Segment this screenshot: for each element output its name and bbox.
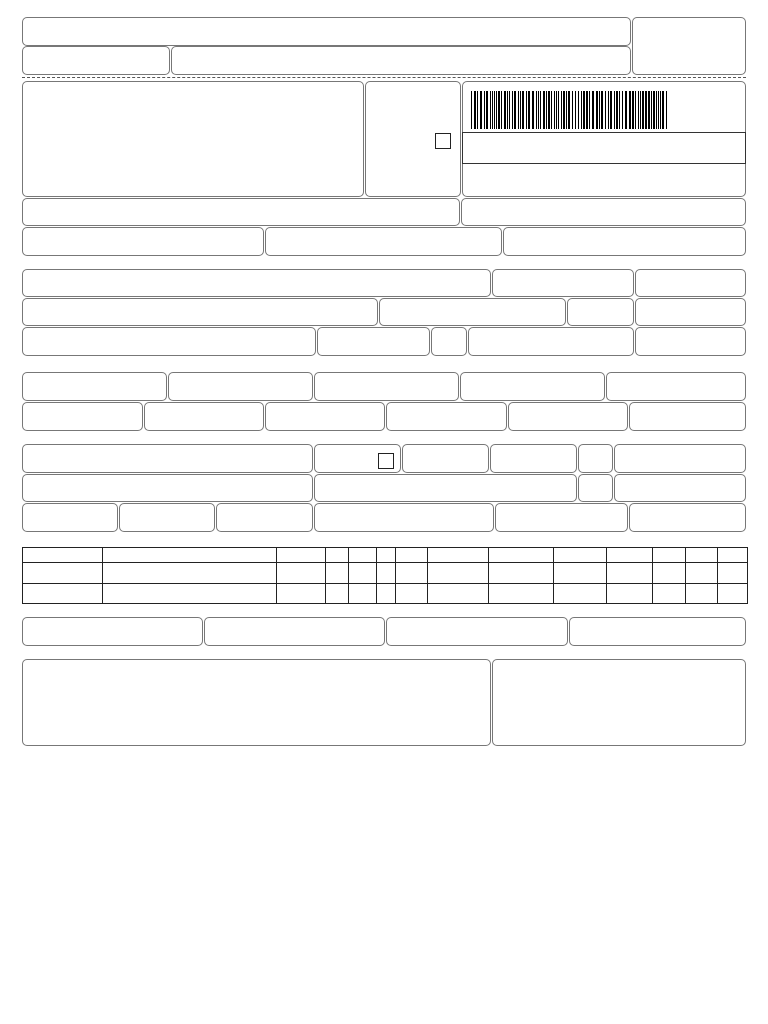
b4-r2-field-b[interactable] xyxy=(314,474,577,502)
b5-field-3[interactable] xyxy=(386,617,568,646)
table-cell[interactable] xyxy=(349,563,377,583)
checkbox-top[interactable] xyxy=(435,133,451,149)
b3-r2-field-6[interactable] xyxy=(629,402,746,431)
b2-r2-field-a[interactable] xyxy=(22,298,378,326)
b3-r1-field-2[interactable] xyxy=(168,372,313,401)
table-cell[interactable] xyxy=(103,548,277,563)
address-block[interactable] xyxy=(22,81,364,197)
table-cell[interactable] xyxy=(607,548,653,563)
table-cell[interactable] xyxy=(554,548,607,563)
table-cell[interactable] xyxy=(653,583,686,603)
table-cell[interactable] xyxy=(277,548,326,563)
b2-r3-field-c[interactable] xyxy=(431,327,467,356)
table-cell[interactable] xyxy=(396,563,428,583)
b2-r3-field-b[interactable] xyxy=(317,327,430,356)
b5-field-2[interactable] xyxy=(204,617,385,646)
row1-field-a[interactable] xyxy=(22,198,460,226)
b4-r2-field-d[interactable] xyxy=(614,474,746,502)
b3-r2-field-5[interactable] xyxy=(508,402,628,431)
table-cell[interactable] xyxy=(377,548,396,563)
table-cell[interactable] xyxy=(607,583,653,603)
table-cell[interactable] xyxy=(554,563,607,583)
header-sub-field-right[interactable] xyxy=(171,46,631,75)
b4-r1-field-e[interactable] xyxy=(578,444,613,473)
header-corner-box[interactable] xyxy=(632,17,746,75)
table-cell[interactable] xyxy=(686,548,718,563)
table-cell[interactable] xyxy=(718,583,748,603)
table-cell[interactable] xyxy=(653,548,686,563)
table-cell[interactable] xyxy=(396,583,428,603)
b4-r1-field-f[interactable] xyxy=(614,444,746,473)
b4-r2-field-a[interactable] xyxy=(22,474,313,502)
table-cell[interactable] xyxy=(489,548,554,563)
b2-r3-field-a[interactable] xyxy=(22,327,316,356)
row1-field-b[interactable] xyxy=(461,198,746,226)
b4-r3-field-c[interactable] xyxy=(216,503,313,532)
b2-r2-field-d[interactable] xyxy=(635,298,746,326)
b3-r2-field-2[interactable] xyxy=(144,402,264,431)
b4-r1-field-d[interactable] xyxy=(490,444,577,473)
table-cell[interactable] xyxy=(23,548,103,563)
table-cell[interactable] xyxy=(396,548,428,563)
table-cell[interactable] xyxy=(326,583,349,603)
table-cell[interactable] xyxy=(653,563,686,583)
table-cell[interactable] xyxy=(686,583,718,603)
b2-r3-field-e[interactable] xyxy=(635,327,746,356)
b4-r3-field-b[interactable] xyxy=(119,503,215,532)
b3-r2-field-4[interactable] xyxy=(386,402,507,431)
header-sub-field-left[interactable] xyxy=(22,46,170,75)
table-cell[interactable] xyxy=(326,548,349,563)
b2-r1-field-c[interactable] xyxy=(635,269,746,297)
b2-r2-field-c[interactable] xyxy=(567,298,634,326)
b4-r1-field-a[interactable] xyxy=(22,444,313,473)
table-cell[interactable] xyxy=(686,563,718,583)
b2-r1-field-b[interactable] xyxy=(492,269,634,297)
table-cell[interactable] xyxy=(23,563,103,583)
row2-field-b[interactable] xyxy=(265,227,502,256)
b4-r3-field-f[interactable] xyxy=(629,503,746,532)
b4-r3-field-d[interactable] xyxy=(314,503,494,532)
table-cell[interactable] xyxy=(377,583,396,603)
b2-r3-field-d[interactable] xyxy=(468,327,634,356)
header-title-field[interactable] xyxy=(22,17,631,46)
notes-area-right[interactable] xyxy=(492,659,746,746)
b3-r1-field-4[interactable] xyxy=(460,372,605,401)
b4-r2-field-c[interactable] xyxy=(578,474,613,502)
b5-field-1[interactable] xyxy=(22,617,203,646)
items-table xyxy=(22,547,748,604)
b3-r1-field-3[interactable] xyxy=(314,372,459,401)
table-cell[interactable] xyxy=(23,583,103,603)
b3-r1-field-5[interactable] xyxy=(606,372,746,401)
table-cell[interactable] xyxy=(607,563,653,583)
table-cell[interactable] xyxy=(349,583,377,603)
b3-r2-field-3[interactable] xyxy=(265,402,385,431)
barcode-number-field[interactable] xyxy=(462,132,746,164)
row2-field-c[interactable] xyxy=(503,227,746,256)
table-cell[interactable] xyxy=(103,583,277,603)
table-header-row xyxy=(23,548,748,563)
table-cell[interactable] xyxy=(428,548,489,563)
table-row xyxy=(23,583,748,603)
table-cell[interactable] xyxy=(349,548,377,563)
b2-r2-field-b[interactable] xyxy=(379,298,566,326)
table-cell[interactable] xyxy=(554,583,607,603)
b4-r3-field-e[interactable] xyxy=(495,503,628,532)
checkbox-middle[interactable] xyxy=(378,453,394,469)
table-cell[interactable] xyxy=(277,583,326,603)
b4-r1-field-c[interactable] xyxy=(402,444,489,473)
table-cell[interactable] xyxy=(428,563,489,583)
table-cell[interactable] xyxy=(428,583,489,603)
b3-r1-field-1[interactable] xyxy=(22,372,167,401)
b5-field-4[interactable] xyxy=(569,617,746,646)
b2-r1-field-a[interactable] xyxy=(22,269,491,297)
table-cell[interactable] xyxy=(489,583,554,603)
table-cell[interactable] xyxy=(718,563,748,583)
table-row xyxy=(23,563,748,583)
table-cell[interactable] xyxy=(489,563,554,583)
table-cell[interactable] xyxy=(377,563,396,583)
table-cell[interactable] xyxy=(326,563,349,583)
table-cell[interactable] xyxy=(277,563,326,583)
notes-area-left[interactable] xyxy=(22,659,491,746)
table-cell[interactable] xyxy=(103,563,277,583)
tear-off-line xyxy=(22,77,746,78)
b3-r2-field-1[interactable] xyxy=(22,402,143,431)
b4-r3-field-a[interactable] xyxy=(22,503,118,532)
table-cell[interactable] xyxy=(718,548,748,563)
barcode-icon xyxy=(471,91,671,129)
row2-field-a[interactable] xyxy=(22,227,264,256)
